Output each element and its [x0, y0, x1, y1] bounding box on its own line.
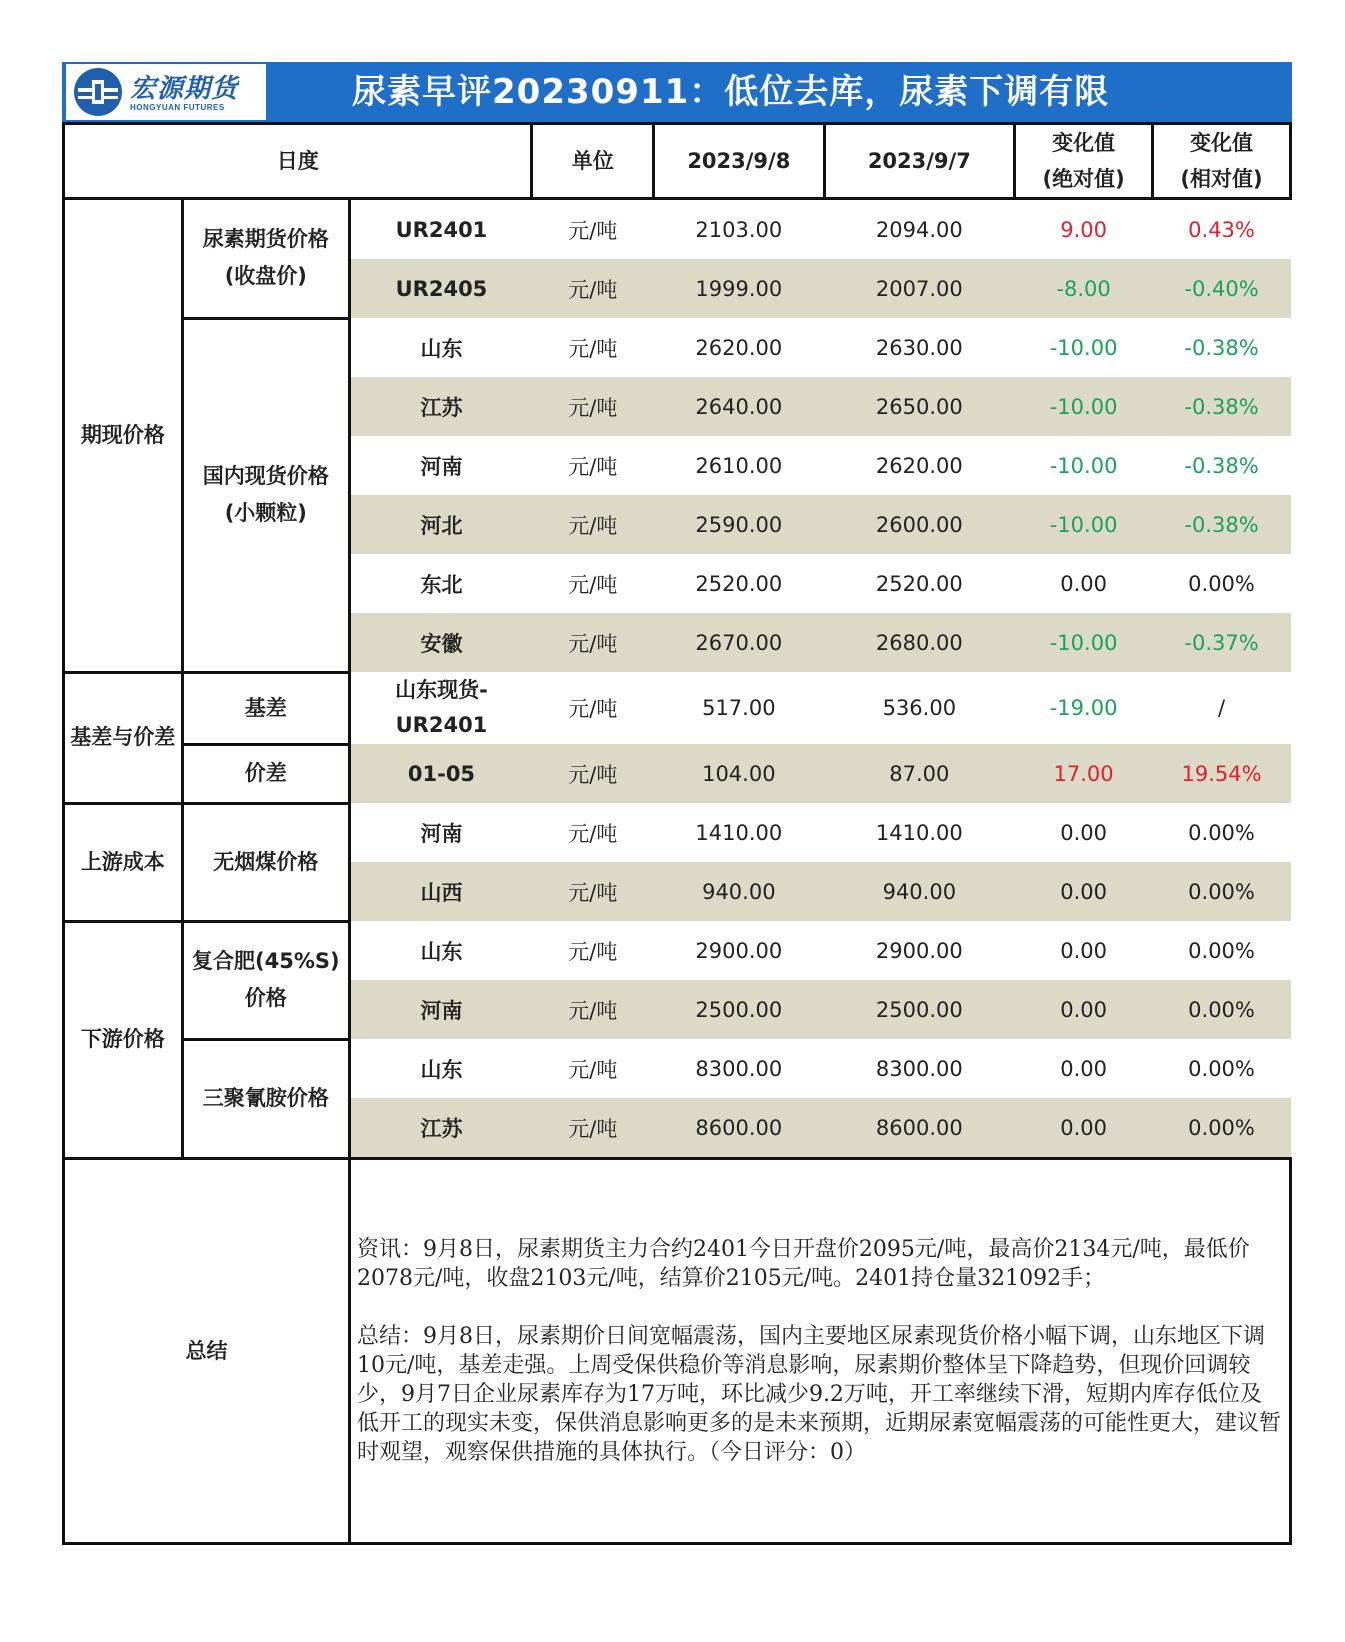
group-basis-spread: 基差与价差 [64, 672, 183, 803]
summary-conclusion: 总结：9月8日，尿素期价日间宽幅震荡，国内主要地区尿素现货价格小幅下调，山东地区下调10元/吨，基差走强。上周受保供稳价等消息影响，尿素期价整体呈下降趋势，但现价回调较少，9月7日企业尿素库存为17万吨，环比减少9.2万吨，开工率继续下滑，短期内库存低位及低开工的现实未变，保供消息影响更多的是未来预期，近期尿素宽幅震荡的可能性更大，建议暂时观望，观察保供措施的具体执行。（今日评分：0） [356, 1324, 1281, 1465]
subgroup-melamine-price: 三聚氰胺价格 [182, 1039, 349, 1159]
table-row [64, 672, 1291, 744]
cell-abs-change: 0.00 [1060, 938, 1107, 963]
cell-date2: 8300.00 [875, 1056, 963, 1081]
cell-item: 江苏 [349, 377, 532, 436]
cell-date1: 940.00 [654, 862, 824, 921]
cell-date2: 2520.00 [875, 571, 963, 596]
cell-unit: 元/吨 [532, 495, 654, 554]
cell-date1: 2670.00 [654, 613, 824, 672]
cell-unit: 元/吨 [568, 939, 618, 964]
cell-date1: 104.00 [654, 744, 824, 803]
cell-rel-change: 0.00% [1188, 1056, 1255, 1081]
cell-date2: 2094.00 [875, 217, 963, 242]
table-row [64, 921, 1291, 980]
subgroup-domestic-spot: 国内现货价格 (小颗粒) [182, 318, 349, 672]
cell-date1: 2620.00 [695, 335, 783, 360]
table-row [64, 803, 1291, 862]
cell-rel-change: -0.38% [1153, 495, 1291, 554]
cell-item: 河南 [349, 980, 532, 1039]
title-banner [62, 62, 1292, 122]
cell-unit: 元/吨 [568, 454, 618, 479]
subgroup-compound-fertilizer: 复合肥(45%S) 价格 [182, 921, 349, 1039]
cell-rel-change: -0.38% [1153, 377, 1291, 436]
cell-abs-change: 0.00 [1060, 820, 1107, 845]
cell-abs-change: -10.00 [1049, 335, 1118, 360]
table-row [64, 744, 1291, 803]
cell-rel-change: -0.40% [1153, 259, 1291, 318]
cell-item: UR2405 [349, 259, 532, 318]
cell-rel-change: 0.00% [1188, 938, 1255, 963]
cell-date2: 2680.00 [824, 613, 1015, 672]
group-spot-futures: 期现价格 [64, 199, 183, 673]
cell-unit: 元/吨 [532, 377, 654, 436]
cell-rel-change: -0.38% [1184, 335, 1259, 360]
cell-item: 安徽 [349, 613, 532, 672]
cell-date2: 2650.00 [824, 377, 1015, 436]
cell-date1: 2610.00 [695, 453, 783, 478]
cell-rel-change: / [1217, 696, 1226, 720]
cell-item: 河北 [349, 495, 532, 554]
price-table [62, 122, 1292, 1545]
cell-date1: 517.00 [702, 696, 776, 720]
cell-date1: 2500.00 [654, 980, 824, 1039]
cell-date1: 1410.00 [695, 820, 783, 845]
cell-date2: 8600.00 [824, 1098, 1015, 1159]
company-logo [66, 64, 266, 120]
cell-rel-change: -0.38% [1184, 453, 1259, 478]
cell-abs-change: -10.00 [1015, 495, 1153, 554]
cell-date2: 87.00 [824, 744, 1015, 803]
cell-unit: 元/吨 [568, 336, 618, 361]
report-sheet [62, 62, 1292, 1545]
cell-abs-change: -10.00 [1015, 377, 1153, 436]
header-rel-change: 变化值 (相对值) [1153, 124, 1291, 199]
cell-item: 山东 [420, 939, 463, 964]
group-downstream-price: 下游价格 [64, 921, 183, 1159]
cell-unit: 元/吨 [532, 259, 654, 318]
cell-abs-change: -19.00 [1049, 696, 1118, 720]
cell-date1: 2900.00 [695, 938, 783, 963]
cell-abs-change: 0.00 [1015, 1098, 1153, 1159]
summary-row [64, 1159, 1291, 1544]
cell-rel-change: -0.37% [1153, 613, 1291, 672]
cell-unit: 元/吨 [568, 1057, 618, 1082]
cell-rel-change: 0.00% [1188, 820, 1255, 845]
header-date2: 2023/9/7 [824, 124, 1015, 199]
cell-item: UR2401 [395, 217, 488, 242]
cell-item: 河南 [420, 454, 463, 479]
cell-date2: 2620.00 [875, 453, 963, 478]
cell-rel-change: 0.00% [1153, 1098, 1291, 1159]
cell-abs-change: 0.00 [1060, 1056, 1107, 1081]
cell-rel-change: 0.43% [1188, 217, 1255, 242]
cell-unit: 元/吨 [568, 218, 618, 243]
header-period: 日度 [64, 124, 532, 199]
cell-item: 01-05 [349, 744, 532, 803]
cell-unit: 元/吨 [532, 744, 654, 803]
cell-date2: 1410.00 [875, 820, 963, 845]
report-title: 尿素早评20230911：低位去库，尿素下调有限 [352, 72, 1110, 112]
cell-abs-change: -10.00 [1049, 453, 1118, 478]
subgroup-anthracite-price: 无烟煤价格 [182, 803, 349, 921]
cell-date2: 2630.00 [875, 335, 963, 360]
cell-item: 山西 [349, 862, 532, 921]
cell-unit: 元/吨 [568, 572, 618, 597]
cell-date2: 2500.00 [824, 980, 1015, 1039]
cell-item: 河南 [420, 821, 463, 846]
cell-rel-change: 0.00% [1188, 571, 1255, 596]
logo-english-name: HONGYUAN FUTURES [130, 102, 225, 112]
cell-unit: 元/吨 [568, 697, 618, 721]
cell-date1: 2590.00 [654, 495, 824, 554]
cell-abs-change: 17.00 [1015, 744, 1153, 803]
cell-date1: 8600.00 [654, 1098, 824, 1159]
summary-label: 总结 [64, 1159, 350, 1544]
cell-date1: 2520.00 [695, 571, 783, 596]
cell-item: 山东 [420, 336, 463, 361]
cell-unit: 元/吨 [532, 613, 654, 672]
table-header-row [64, 124, 1291, 199]
subgroup-basis: 基差 [182, 672, 349, 744]
table-row [64, 1039, 1291, 1098]
cell-date2: 536.00 [882, 696, 957, 720]
cell-unit: 元/吨 [532, 862, 654, 921]
header-unit: 单位 [532, 124, 654, 199]
cell-item: 江苏 [349, 1098, 532, 1159]
summary-text [349, 1159, 1290, 1544]
cell-abs-change: -10.00 [1015, 613, 1153, 672]
cell-item: 东北 [420, 572, 463, 597]
cell-rel-change: 19.54% [1153, 744, 1291, 803]
header-abs-change: 变化值 (绝对值) [1015, 124, 1153, 199]
logo-chinese-name: 宏源期货 [130, 72, 239, 103]
cell-unit: 元/吨 [568, 821, 618, 846]
cell-date2: 2007.00 [824, 259, 1015, 318]
cell-item: 山东 [420, 1057, 463, 1082]
cell-unit: 元/吨 [532, 1098, 654, 1159]
hongyuan-logo-icon [72, 66, 124, 118]
cell-date1: 2103.00 [695, 217, 783, 242]
cell-rel-change: 0.00% [1153, 862, 1291, 921]
table-row [64, 318, 1291, 377]
summary-news: 资讯：9月8日，尿素期货主力合约2401今日开盘价2095元/吨，最高价2134元/吨，最低价2078元/吨，收盘2103元/吨，结算价2105元/吨。2401持仓量321092手； [356, 1237, 1250, 1291]
subgroup-spread: 价差 [182, 744, 349, 803]
cell-date2: 940.00 [824, 862, 1015, 921]
cell-rel-change: 0.00% [1153, 980, 1291, 1039]
cell-abs-change: 0.00 [1015, 980, 1153, 1039]
table-row [64, 199, 1291, 260]
group-upstream-cost: 上游成本 [64, 803, 183, 921]
cell-date2: 2600.00 [824, 495, 1015, 554]
cell-date2: 2900.00 [875, 938, 963, 963]
cell-abs-change: -8.00 [1015, 259, 1153, 318]
cell-date1: 8300.00 [695, 1056, 783, 1081]
subgroup-futures-price: 尿素期货价格 (收盘价) [182, 199, 349, 319]
cell-date1: 1999.00 [654, 259, 824, 318]
header-date1: 2023/9/8 [654, 124, 824, 199]
cell-abs-change: 9.00 [1060, 217, 1107, 242]
cell-date1: 2640.00 [654, 377, 824, 436]
cell-unit: 元/吨 [532, 980, 654, 1039]
cell-item: 山东现货- UR2401 [395, 678, 488, 737]
cell-abs-change: 0.00 [1060, 571, 1107, 596]
cell-abs-change: 0.00 [1015, 862, 1153, 921]
